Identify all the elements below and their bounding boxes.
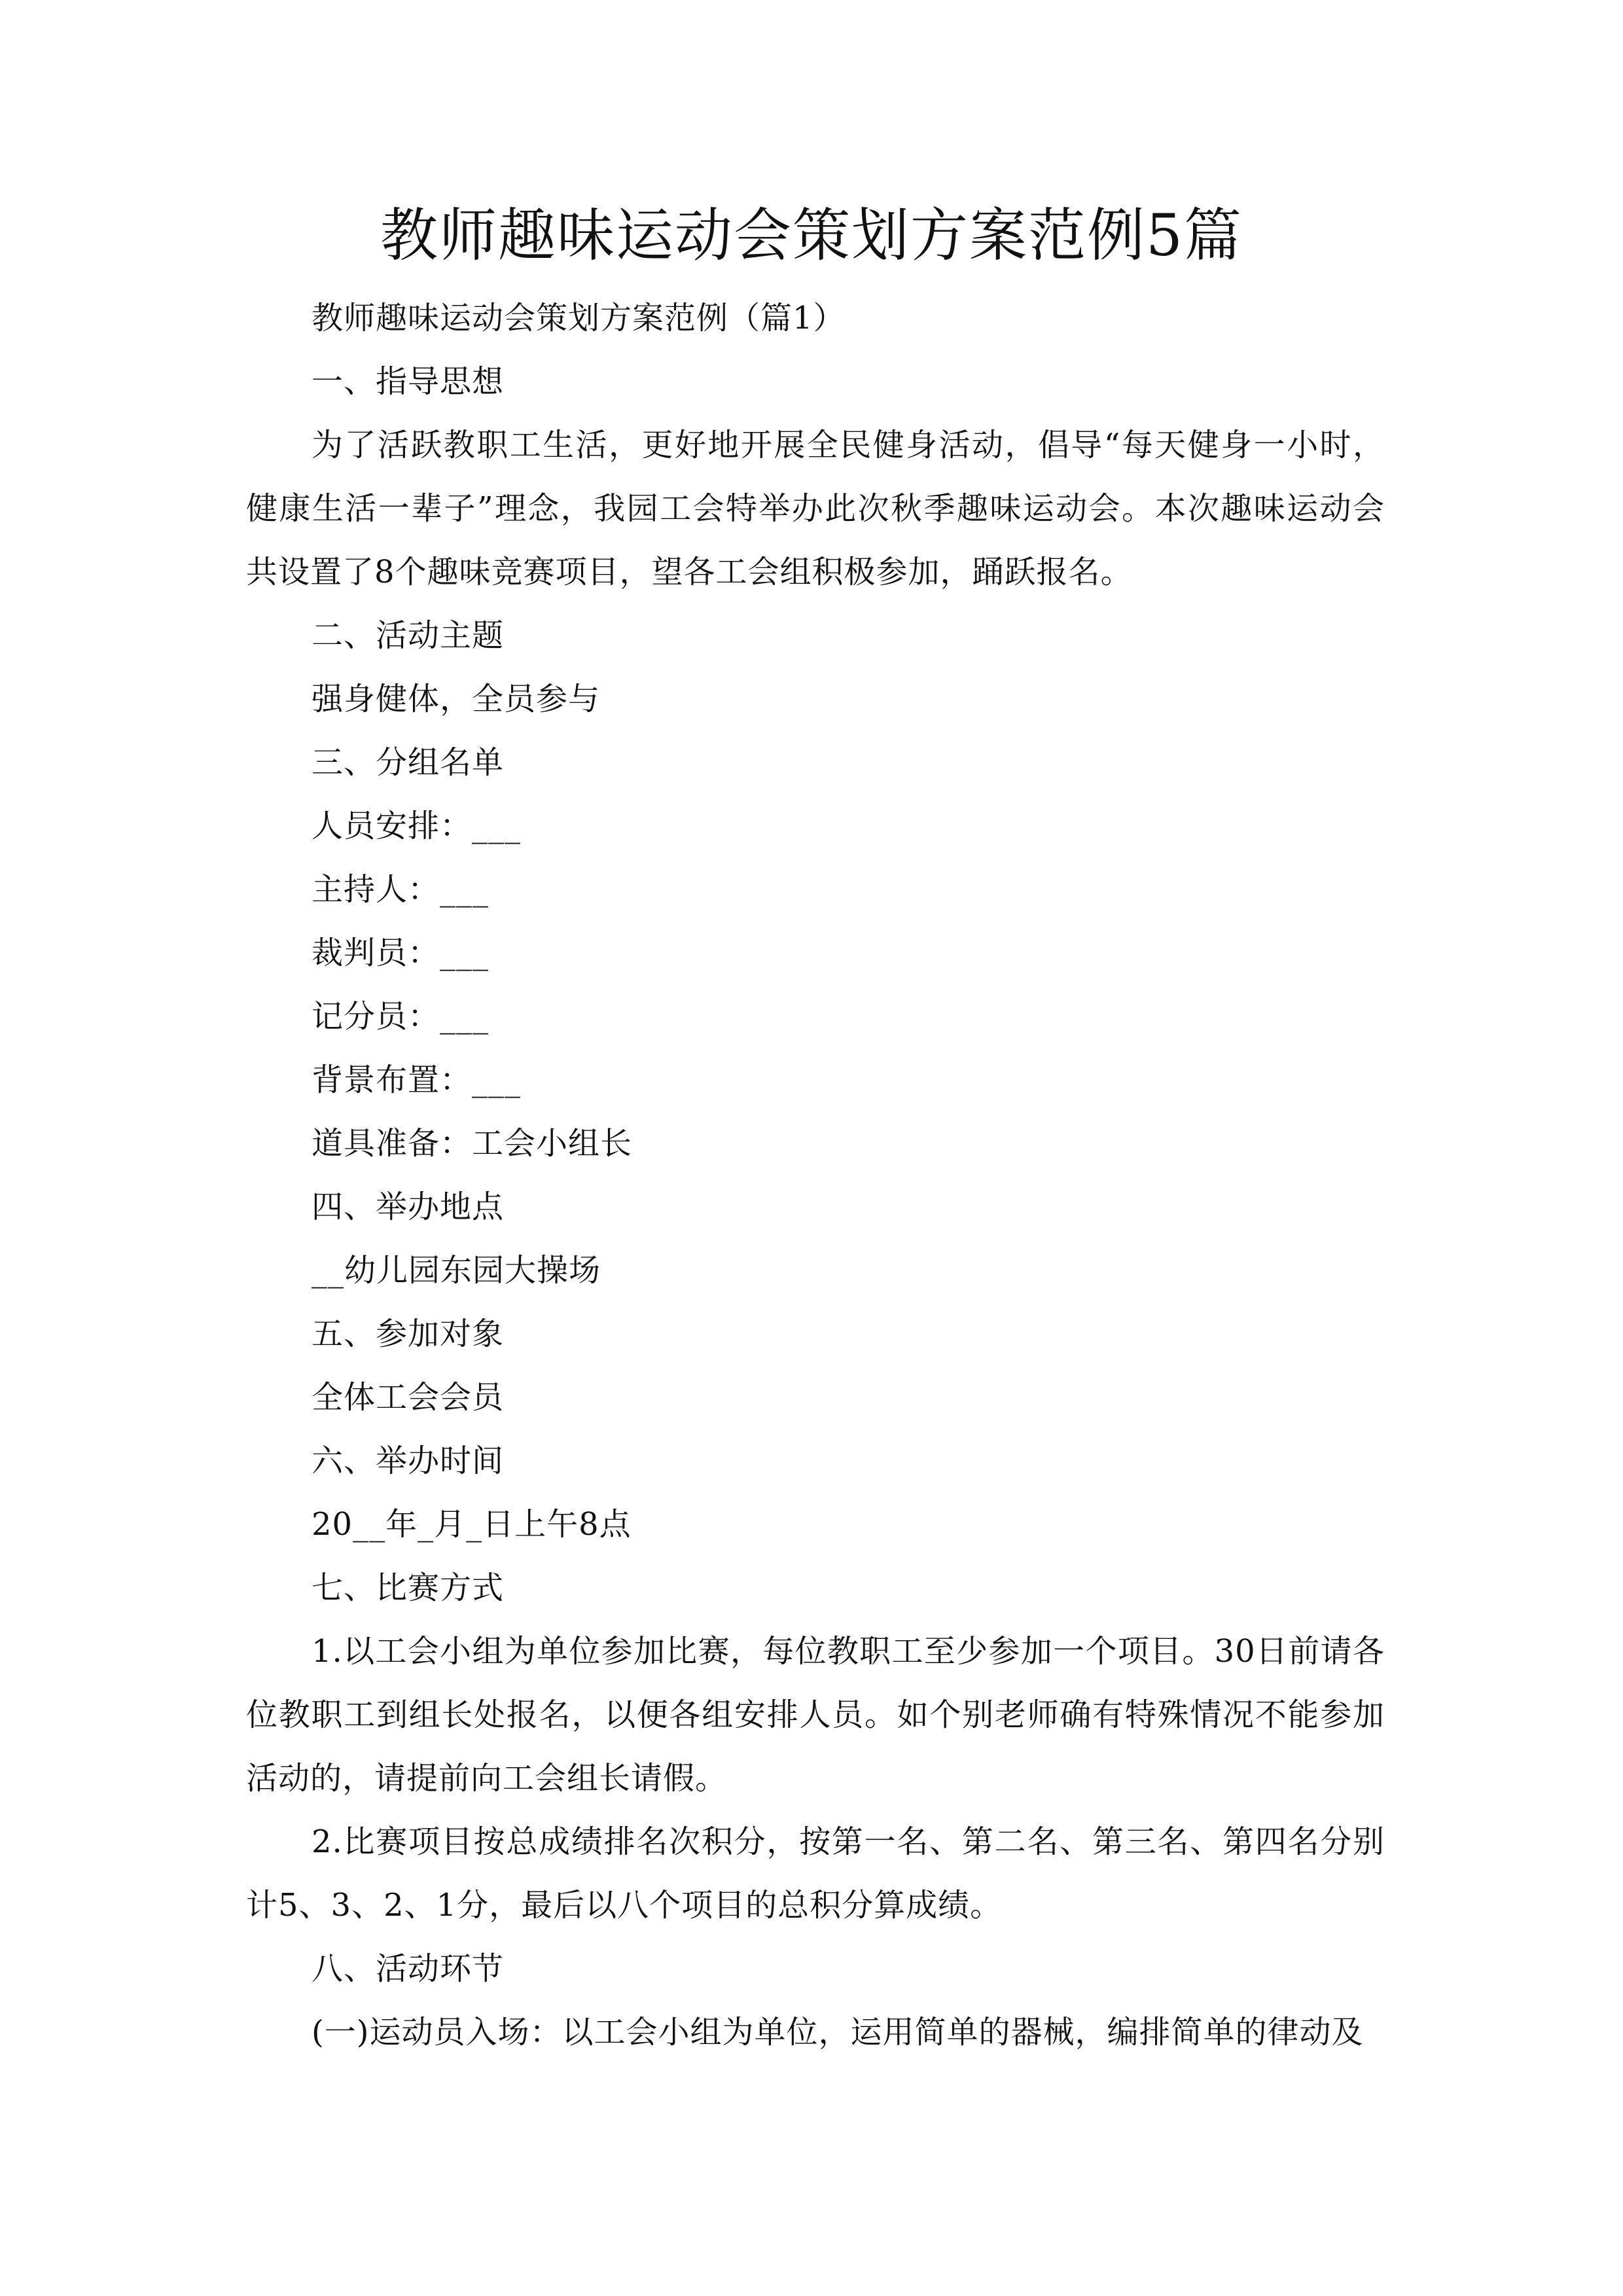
text-scorekeeper: 记分员：___ — [312, 998, 490, 1035]
text-referee: 裁判员：___ — [312, 935, 490, 971]
text-participants: 全体工会会员 — [312, 1379, 505, 1416]
text-props-preparation: 道具准备：工会小组长 — [312, 1125, 633, 1162]
text-athlete-entrance: (一)运动员入场：以工会小组为单位，运用简单的器械，编排简单的律动及 — [312, 2014, 1364, 2051]
heading-participants: 五、参加对象 — [312, 1316, 505, 1352]
heading-venue: 四、举办地点 — [312, 1189, 505, 1225]
document-body — [246, 287, 1385, 2064]
text-venue: __幼儿园东园大操场 — [312, 1252, 601, 1289]
heading-group-list: 三、分组名单 — [312, 744, 505, 781]
document-title: 教师趣味运动会策划方案范例5篇 — [380, 202, 1243, 269]
paragraph-method-1: 1.以工会小组为单位参加比赛，每位教职工至少参加一个项目。30日前请各位教职工到组长处报名，以便各组安排人员。如个别老师确有特殊情况不能参加活动的，请提前向工会组长请假。 — [246, 1633, 1385, 1797]
paragraph-guiding-ideology: 为了活跃教职工生活，更好地开展全民健身活动，倡导“每天健身一小时，健康生活一辈子”理念，我园工会特举办此次秋季趣味运动会。本次趣味运动会共设置了8个趣味竞赛项目，望各工会组积极参加，踊跃报名。 — [246, 427, 1385, 590]
heading-guiding-ideology: 一、指导思想 — [312, 363, 505, 400]
text-background-setup: 背景布置：___ — [312, 1062, 522, 1098]
text-host: 主持人：___ — [312, 871, 490, 908]
heading-activity-theme: 二、活动主题 — [312, 617, 505, 654]
paragraph-method-2: 2.比赛项目按总成绩排名次积分，按第一名、第二名、第三名、第四名分别计5、3、2、1分，最后以八个项目的总积分算成绩。 — [246, 1823, 1385, 1924]
section-subtitle: 教师趣味运动会策划方案范例（篇1） — [312, 300, 846, 336]
heading-activity-sessions: 八、活动环节 — [312, 1950, 505, 1987]
heading-time: 六、举办时间 — [312, 1443, 505, 1479]
text-time: 20__年_月_日上午8点 — [312, 1506, 632, 1543]
heading-competition-method: 七、比赛方式 — [312, 1570, 505, 1606]
text-staff-arrangement: 人员安排：___ — [312, 808, 522, 844]
text-activity-theme: 强身健体，全员参与 — [312, 681, 601, 717]
